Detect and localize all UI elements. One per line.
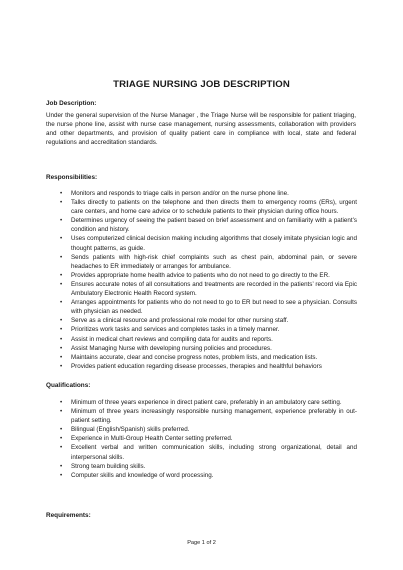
list-item-text: Excellent verbal and written communication skills, including strong organizational, detail and interpersonal skills. (71, 444, 357, 461)
list-item (46, 462, 357, 471)
bullet-icon: • (60, 326, 63, 334)
list-item-text: Sends patients with high-risk chief complaints such as chest pain, abdominal pain, or severe headaches to ER immediately or arranges for ambulance. (71, 253, 357, 270)
bullet-icon: • (60, 344, 63, 352)
bullet-icon: • (60, 280, 63, 288)
bullet-icon: • (60, 217, 63, 225)
bullet-icon: • (60, 335, 63, 343)
list-item (46, 471, 357, 480)
list-item-text: Talks directly to patients on the telephone and then directs them to emergency rooms (ERs), urgent care centers, and home care advice or to schedule patients to their physician during office hours. (71, 199, 357, 216)
qualifications-heading: Qualifications: (46, 382, 91, 389)
bullet-icon: • (60, 271, 63, 279)
list-item-text: Maintains accurate, clear and concise progress notes, problem lists, and medication lists. (71, 353, 318, 361)
responsibilities-heading: Responsibilities: (46, 174, 98, 181)
list-item-text: Prioritizes work tasks and services and completes tasks in a timely manner. (71, 326, 280, 334)
list-item (46, 189, 357, 198)
bullet-icon: • (60, 399, 63, 406)
list-item-text: Monitors and responds to triage calls in person and/or on the nurse phone line. (71, 190, 289, 197)
list-item (46, 271, 357, 280)
list-item-text: Minimum of three years experience in direct patient care, preferably in an ambulatory care setting. (71, 399, 342, 406)
bullet-icon: • (60, 426, 63, 434)
list-item-text: Uses computerized clinical decision making including algorithms that closely imitate physician logic and thought patterns, as guide. (71, 235, 357, 252)
list-item (46, 216, 357, 234)
list-item (46, 280, 357, 298)
list-item-text: Provides patient education regarding disease processes, therapies and healthful behaviors (71, 362, 322, 370)
list-item (46, 398, 357, 407)
list-item-text: Ensures accurate notes of all consultations and treatments are recorded in the patients’ record via Epic Ambulatory Electronic Health Record system. (71, 280, 357, 298)
bullet-icon: • (60, 353, 63, 361)
bullet-icon: • (60, 190, 63, 197)
list-item (46, 325, 357, 334)
page-number: Page 1 of 2 (187, 540, 216, 546)
list-item-text: Serve as a clinical resource and professional role model for other nursing staff. (71, 317, 289, 325)
bullet-icon: • (60, 462, 63, 470)
bullet-icon: • (60, 199, 63, 207)
list-item (46, 335, 357, 344)
list-item (46, 298, 357, 316)
list-item-text: Determines urgency of seeing the patient based on brief assessment and on familiarity with a patient’s condition and history. (71, 217, 357, 234)
list-item (46, 198, 357, 216)
job-description-text: Under the general supervision of the Nurse Manager , the Triage Nurse will be responsible for patient triaging, the nurse phone line, assist with nurse case management, nursing assessments, collaboration with providers and other departments, and provision of quality patient care in compliance with local, state and federal regulations and accreditation standards. (46, 112, 356, 147)
list-item (46, 316, 357, 325)
bullet-icon: • (60, 235, 63, 243)
list-item-text: Provides appropriate home health advice to patients who do not need to go directly to the ER. (71, 271, 330, 279)
list-item-text: Minimum of three years increasingly responsible nursing management, experience preferably in out-patient setting. (71, 408, 357, 425)
list-item-text: Strong team building skills. (71, 462, 146, 470)
qualifications-list (46, 398, 357, 480)
bullet-icon: • (60, 444, 63, 452)
list-item-text: Bilingual (English/Spanish) skills preferred. (71, 426, 190, 434)
bullet-icon: • (60, 317, 63, 325)
list-item-text: Assist Managing Nurse with developing nursing policies and procedures. (71, 344, 272, 352)
list-item-text: Arranges appointments for patients who do not need to go to ER but need to see a physician. Consults with physician as needed. (71, 299, 357, 316)
list-item (46, 407, 357, 425)
responsibilities-list (46, 189, 357, 371)
list-item (46, 434, 357, 443)
list-item (46, 253, 357, 271)
bullet-icon: • (60, 362, 63, 370)
bullet-icon: • (60, 471, 63, 479)
bullet-icon: • (60, 299, 63, 307)
bullet-icon: • (60, 408, 63, 416)
bullet-icon: • (60, 253, 63, 261)
bullet-icon: • (60, 435, 63, 443)
list-item (46, 353, 357, 362)
requirements-heading: Requirements: (46, 512, 91, 519)
list-item (46, 425, 357, 434)
list-item (46, 443, 357, 461)
document-title: TRIAGE NURSING JOB DESCRIPTION (113, 79, 290, 90)
list-item-text: Assist in medical chart reviews and compiling data for audits and reports. (71, 335, 273, 343)
list-item (46, 344, 357, 353)
list-item (46, 362, 357, 371)
list-item-text: Computer skills and knowledge of word processing. (71, 471, 214, 479)
job-description-heading: Job Description: (46, 100, 97, 107)
list-item-text: Experience in Multi-Group Health Center setting preferred. (71, 435, 233, 443)
list-item (46, 234, 357, 252)
